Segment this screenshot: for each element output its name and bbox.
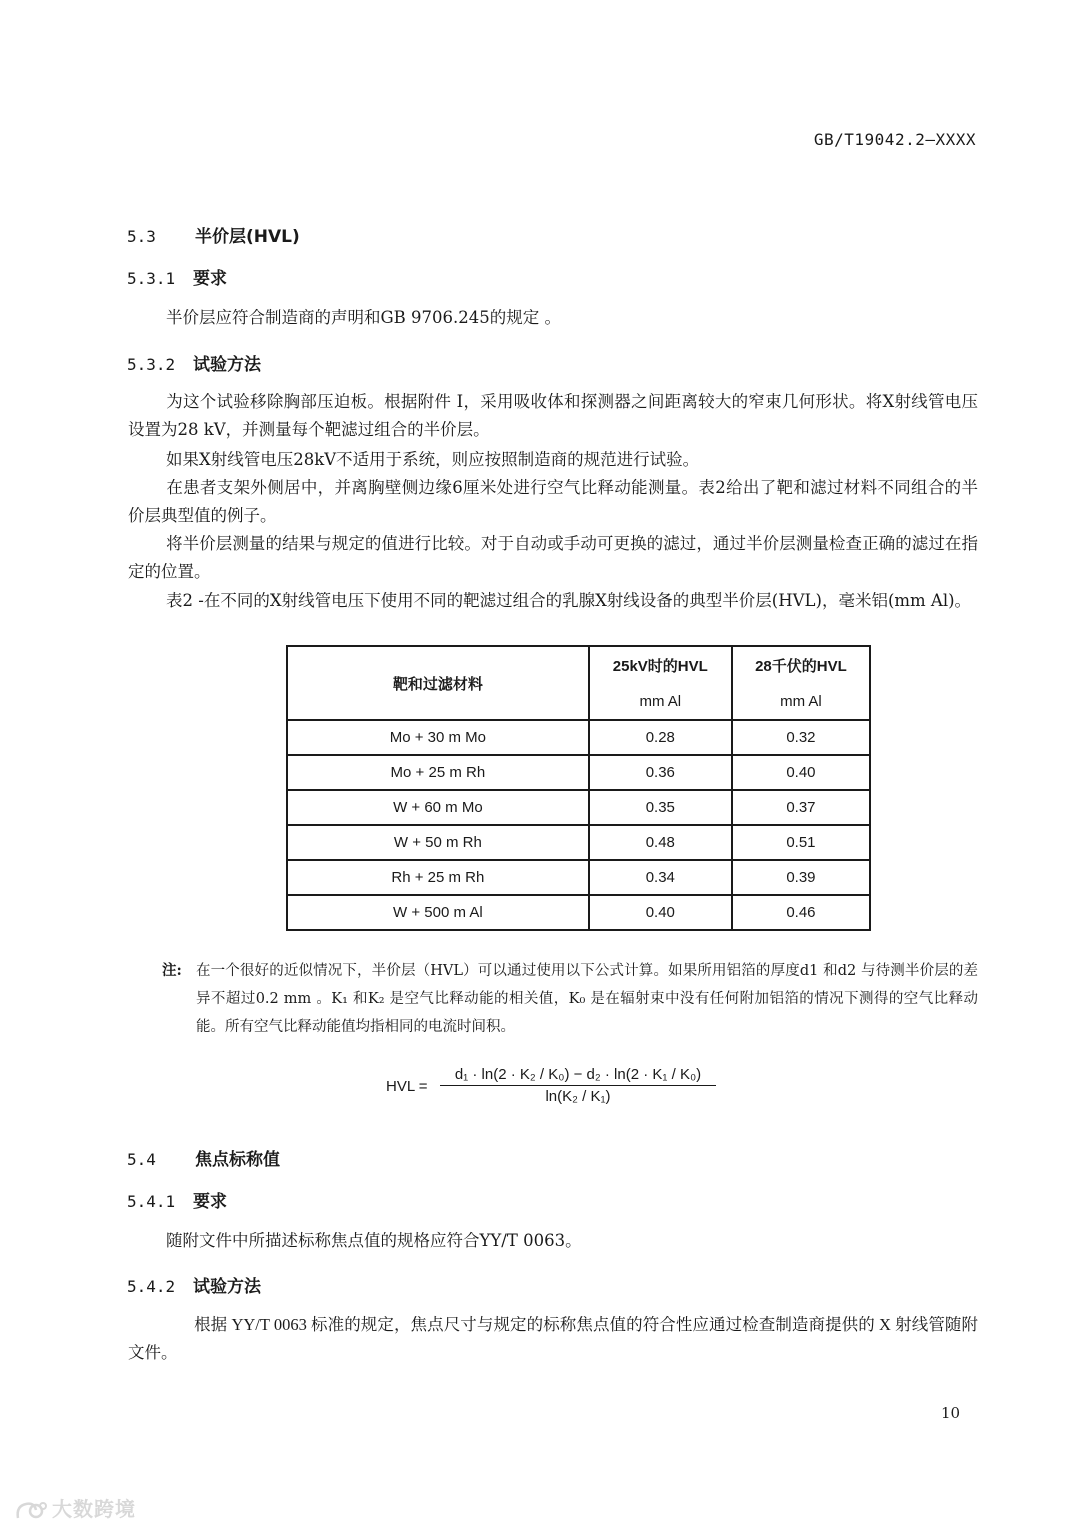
cell-hvl-28kv: 0.46 — [732, 895, 870, 930]
formula-lhs: HVL = — [386, 1078, 428, 1095]
cell-material: Mo + 25 m Rh — [287, 755, 589, 790]
paragraph-voltage-note: 如果X射线管电压28kV不适用于系统，则应按照制造商的规范进行试验。 — [166, 450, 700, 469]
formula-fraction — [440, 1066, 716, 1105]
cell-material: W + 500 m Al — [287, 895, 589, 930]
section-heading-5-3 — [127, 222, 300, 247]
column-header-material: 靶和过滤材料 — [287, 646, 589, 720]
paragraph-test-setup: 为这个试验移除胸部压迫板。根据附件 I，采用吸收体和探测器之间距离较大的窄束几何形状。将X射线管电压设置为28 kV，并测量每个靶滤过组合的半价层。 — [128, 392, 978, 439]
paragraph-measurement-position: 在患者支架外侧居中，并离胸壁侧边缘6厘米处进行空气比释动能测量。表2给出了靶和滤过材料不同组合的半价层典型值的例子。 — [128, 478, 978, 525]
cell-material: W + 60 m Mo — [287, 790, 589, 825]
section-number: 5.3 — [127, 227, 156, 246]
paragraph-5-4-2: 根据 YY/T 0063 标准的规定，焦点尺寸与规定的标称焦点值的符合性应通过检查制造商提供的 X 射线管随附文件。 — [128, 1315, 978, 1362]
section-title: 试验方法 — [193, 355, 261, 375]
page-number: 10 — [941, 1404, 961, 1422]
section-heading-5-4-2 — [127, 1272, 261, 1297]
table-row — [287, 895, 870, 930]
cell-hvl-28kv: 0.37 — [732, 790, 870, 825]
section-title: 要求 — [193, 1192, 227, 1212]
column-header-hvl-25kv: 25kV时的HVL — [589, 646, 732, 683]
column-header-hvl-28kv: 28千伏的HVL — [732, 646, 870, 683]
column-unit-28kv: mm Al — [732, 683, 870, 720]
cell-material: Rh + 25 m Rh — [287, 860, 589, 895]
section-title: 要求 — [193, 269, 227, 289]
cell-material: Mo + 30 m Mo — [287, 720, 589, 755]
table-row — [287, 825, 870, 860]
watermark-text: 大数跨境 — [52, 1497, 136, 1521]
cell-hvl-25kv: 0.36 — [589, 755, 732, 790]
formula-denominator: ln(K₂ / K₁) — [545, 1088, 611, 1105]
note-block — [162, 957, 978, 1041]
cell-hvl-25kv: 0.48 — [589, 825, 732, 860]
cell-hvl-28kv: 0.39 — [732, 860, 870, 895]
section-heading-5-4-1 — [127, 1187, 227, 1212]
cell-hvl-25kv: 0.35 — [589, 790, 732, 825]
section-title: 试验方法 — [193, 1277, 261, 1297]
section-number: 5.4 — [127, 1150, 156, 1169]
hvl-table — [286, 645, 871, 931]
section-number: 5.3.2 — [127, 355, 176, 374]
logo-icon — [14, 1500, 48, 1522]
cell-hvl-28kv: 0.40 — [732, 755, 870, 790]
cell-hvl-28kv: 0.32 — [732, 720, 870, 755]
paragraph-5-3-1: 半价层应符合制造商的声明和GB 9706.245的规定 。 — [166, 308, 562, 327]
section-heading-5-3-1 — [127, 264, 227, 289]
column-unit-25kv: mm Al — [589, 683, 732, 720]
formula-numerator: d₁ · ln(2 · K₂ / K₀) − d₂ · ln(2 · K₁ / K₀) — [440, 1066, 716, 1086]
cell-hvl-28kv: 0.51 — [732, 825, 870, 860]
section-heading-5-4 — [127, 1145, 280, 1170]
table-row — [287, 790, 870, 825]
table-caption: 表2 -在不同的X射线管电压下使用不同的靶滤过组合的乳腺X射线设备的典型半价层(HVL)，毫米铝(mm Al)。 — [166, 591, 972, 610]
note-text: 在一个很好的近似情况下，半价层（HVL）可以通过使用以下公式计算。如果所用铝箔的厚度d1 和d2 与待测半价层的差异不超过0.2 mm 。K₁ 和K₂ 是空气比释动能的相关值，K₀ 是在辐射束中没有任何附加铝箔的情况下测得的空气比释动能。所有空气比释动能值均指相同的电流时间积。 — [196, 963, 978, 1035]
paragraph-comparison: 将半价层测量的结果与规定的值进行比较。对于自动或手动可更换的滤过，通过半价层测量检查正确的滤过在指定的位置。 — [128, 534, 978, 581]
section-heading-5-3-2 — [127, 350, 261, 375]
cell-hvl-25kv: 0.40 — [589, 895, 732, 930]
paragraph-5-4-1: 随附文件中所描述标称焦点值的规格应符合YY/T 0063。 — [166, 1231, 582, 1250]
section-number: 5.3.1 — [127, 269, 176, 288]
section-number: 5.4.1 — [127, 1192, 176, 1211]
section-number: 5.4.2 — [127, 1277, 176, 1296]
section-title: 半价层(HVL) — [195, 227, 300, 247]
document-code: GB/T19042.2—XXXX — [813, 130, 976, 149]
note-label: 注: — [162, 962, 182, 979]
cell-material: W + 50 m Rh — [287, 825, 589, 860]
cell-hvl-25kv: 0.34 — [589, 860, 732, 895]
section-title: 焦点标称值 — [195, 1150, 280, 1170]
table-row — [287, 720, 870, 755]
table-row — [287, 755, 870, 790]
watermark — [14, 1493, 136, 1522]
cell-hvl-25kv: 0.28 — [589, 720, 732, 755]
table-row — [287, 860, 870, 895]
